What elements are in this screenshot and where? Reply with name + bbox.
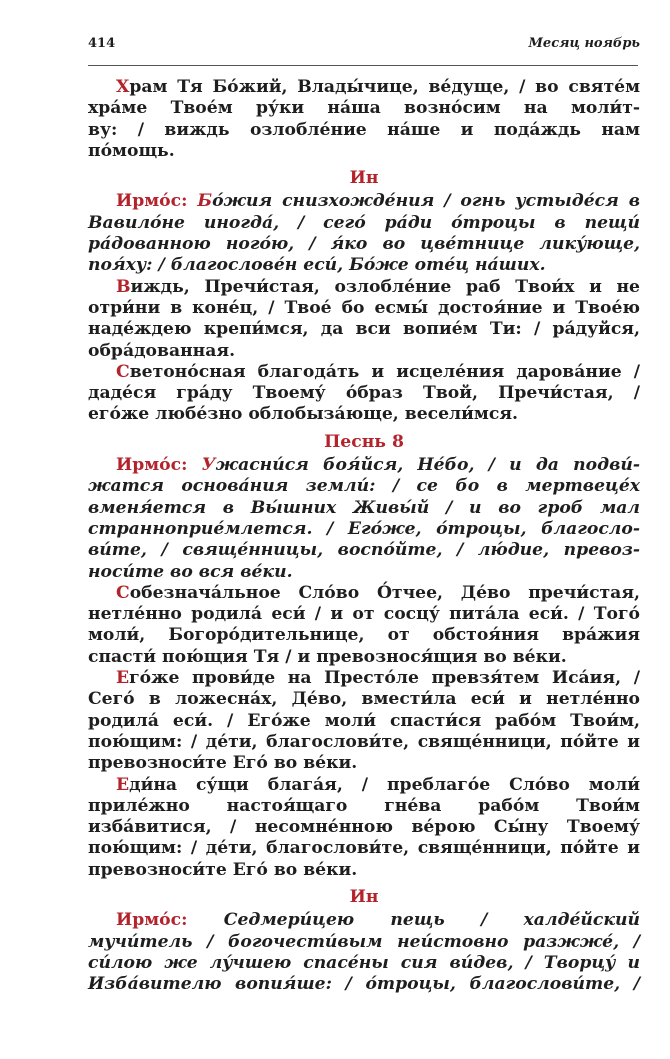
- text-line: [88, 141, 640, 162]
- text-line: [88, 255, 640, 276]
- text-line: [88, 689, 640, 710]
- text-line: [88, 910, 640, 931]
- text-line: [88, 498, 640, 519]
- line-text: Вавило́не иногда́, / сего́ ра́ди о́троцы в пещи́: [88, 212, 640, 233]
- line-text: Изба́вителю вопия́ше: / о́троцы, благослови́те, /: [88, 974, 640, 995]
- line-text: жасни́ся боя́йся, Не́бо, / и да подви́-: [215, 455, 640, 476]
- troparion-stanza: [88, 362, 640, 426]
- text-line: [88, 860, 640, 881]
- line-text: обра́дованная.: [88, 340, 236, 361]
- text-line: [88, 341, 640, 362]
- troparion-stanza: [88, 775, 640, 881]
- line-text: поя́ху: / благослове́н еси́, Бо́же оте́ц на́ших.: [88, 255, 546, 276]
- section-heading: Песнь 8: [324, 431, 404, 452]
- line-text: приле́жно настоя́щаго гне́ва рабо́м Твои́м: [88, 795, 640, 816]
- page-header: [88, 36, 640, 56]
- text-line: [88, 319, 640, 340]
- text-line: [88, 277, 640, 298]
- troparion-stanza: [88, 668, 640, 774]
- line-text: спасти́ пою́щия Тя / и превознося́щия во ве́ки.: [88, 646, 567, 667]
- text-line: [88, 383, 640, 404]
- line-text: ди́на су́щи блага́я, / преблаго́е Сло́во моли́: [129, 774, 640, 795]
- line-text: обезнача́льное Сло́во О́тчее, Де́во пречи́стая,: [129, 582, 640, 603]
- text-line: [88, 775, 640, 796]
- line-text: носи́те во вся ве́ки.: [88, 561, 293, 582]
- text-line: [88, 476, 640, 497]
- line-text: вменя́ется в Вы́шних Живы́й / и во гроб мал: [88, 497, 640, 518]
- text-line: [88, 98, 640, 119]
- troparion-stanza: [88, 583, 640, 668]
- line-text: мучи́тель / богочести́вым неи́стовно разжже́, /: [88, 931, 640, 952]
- irmos-label: Ирмо́с:: [116, 191, 198, 212]
- irmos-stanza: [88, 191, 640, 276]
- text-line: [88, 562, 640, 583]
- red-initial: Е: [116, 668, 130, 689]
- text-line: [88, 583, 640, 604]
- page-number: 414: [88, 36, 116, 51]
- text-line: [88, 404, 640, 425]
- section-heading: Ин: [349, 168, 379, 189]
- line-text: рам Тя Бо́жий, Влады́чице, ве́дуще, / во святе́м: [129, 77, 640, 97]
- red-initial: Х: [116, 77, 130, 97]
- irmos-stanza: [88, 455, 640, 583]
- line-text: наде́ждею крепи́мся, да вси вопие́м Ти: / ра́дуйся,: [88, 319, 640, 340]
- text-line: [88, 953, 640, 974]
- text-line: [88, 213, 640, 234]
- line-text: хра́ме Твое́м ру́ки на́ша возно́сим на моли́т-: [88, 98, 640, 119]
- line-text: моли́, Богоро́дительнице, от обстоя́ния вра́жия: [88, 625, 640, 646]
- line-text: его́же любе́зно облобыза́юще, весели́мся.: [88, 404, 518, 425]
- line-text: изба́витися, / несомне́нною ве́рою Сы́ну Твоему́: [88, 817, 640, 838]
- text-line: [88, 647, 640, 668]
- header-rule: [88, 65, 638, 66]
- text-line: [88, 455, 640, 476]
- line-text: си́лою же лу́чшею спасе́ны сия ви́дев, / Творцу́ и: [88, 952, 640, 973]
- line-text: жатся основа́ния земли́: / се бо в мертвеце́х: [88, 476, 640, 497]
- troparion-stanza: [88, 77, 640, 162]
- red-initial: С: [116, 361, 130, 382]
- line-text: родила́ еси́. / Его́же моли́ спасти́ся рабо́м Твои́м,: [88, 710, 640, 731]
- text-line: [88, 234, 640, 255]
- red-initial: У: [201, 455, 216, 476]
- text-line: [88, 540, 640, 561]
- irmos-stanza: [88, 910, 640, 995]
- text-line: [88, 120, 640, 141]
- line-text: отри́ни в коне́ц, / Твое́ бо есмы́ достоя́ние и Твое́ю: [88, 297, 640, 318]
- text-line: [88, 519, 640, 540]
- line-text: по́мощь.: [88, 140, 175, 161]
- section-heading: Ин: [349, 886, 379, 907]
- text-line: [88, 932, 640, 953]
- running-title: Месяц ноябрь: [528, 36, 640, 51]
- line-text: ву: / виждь озлобле́ние на́ше и пода́ждь нам: [88, 119, 640, 140]
- line-text: превозноси́те Его́ во ве́ки.: [88, 753, 358, 774]
- text-line: [88, 668, 640, 689]
- line-text: иждь, Пречи́стая, озлобле́ние раб Твои́х и не: [130, 276, 640, 297]
- text-line: [88, 817, 640, 838]
- line-text: ра́дованною ного́ю, / я́ко во цве́тнице лику́юще,: [88, 234, 640, 255]
- troparion-stanza: [88, 277, 640, 362]
- line-text: превозноси́те Его́ во ве́ки.: [88, 859, 358, 880]
- red-initial: В: [116, 276, 131, 297]
- text-line: [88, 732, 640, 753]
- line-text: странноприе́млется. / Его́же, о́троцы, благосло-: [88, 518, 640, 539]
- line-text: Сего́ в ложесна́х, Де́во, вмести́ла еси́ и нетле́нно: [88, 689, 640, 710]
- line-text: ветоно́сная благода́ть и исцеле́ния дарова́ние /: [129, 361, 640, 382]
- red-initial: Б: [197, 191, 213, 212]
- red-initial: Е: [116, 774, 130, 795]
- line-text: Седмери́цею пещь / халде́йский: [223, 910, 640, 931]
- line-text: го́же прови́де на Престо́ле превзя́тем Иса́ия, /: [129, 668, 640, 689]
- line-text: о́жия снизхожде́ния / огнь устыде́ся в: [212, 191, 640, 212]
- line-text: пою́щим: / де́ти, благослови́те, свяще́нници, по́йте и: [88, 731, 640, 752]
- text-line: [88, 298, 640, 319]
- text-line: [88, 796, 640, 817]
- irmos-label: Ирмо́с:: [116, 910, 224, 931]
- red-initial: С: [116, 582, 130, 603]
- text-line: [88, 974, 640, 995]
- irmos-label: Ирмо́с:: [116, 455, 202, 476]
- text-line: [88, 753, 640, 774]
- text-line: [88, 604, 640, 625]
- line-text: нетле́нно родила́ еси́ / и от сосцу́ пита́ла еси́. / Того́: [88, 604, 640, 625]
- text-line: [88, 838, 640, 859]
- page-body: [88, 77, 640, 995]
- text-line: [88, 77, 640, 98]
- text-line: [88, 191, 640, 212]
- text-line: [88, 711, 640, 732]
- line-text: пою́щим: / де́ти, благослови́те, свяще́нници, по́йте и: [88, 838, 640, 859]
- line-text: ви́те, / свяще́нницы, воспо́йте, / лю́дие, превоз-: [88, 540, 640, 561]
- text-line: [88, 362, 640, 383]
- text-line: [88, 625, 640, 646]
- line-text: даде́ся гра́ду Твоему́ о́браз Твой, Пречи́стая, /: [88, 383, 640, 404]
